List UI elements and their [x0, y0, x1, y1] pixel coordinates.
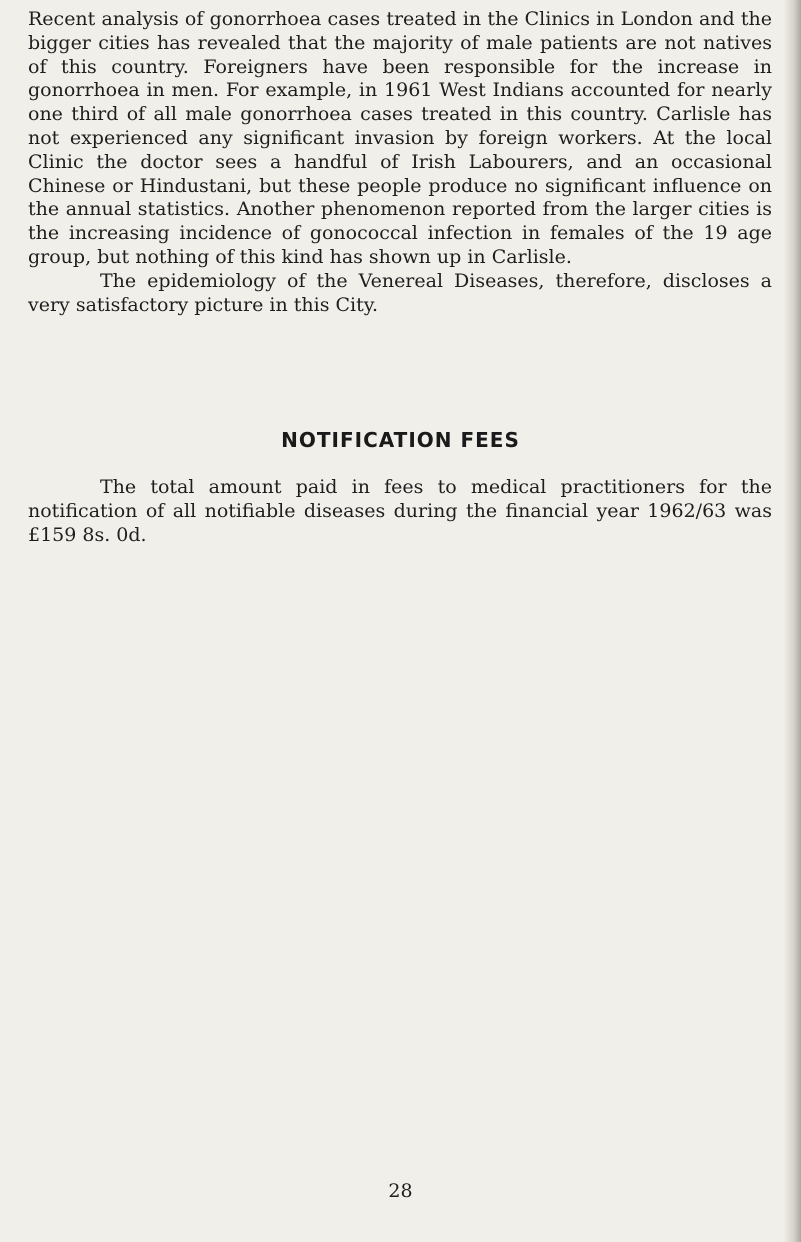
paragraph-notification-fees: The total amount paid in fees to medical practitioners for the notification of all notifiable diseases during the financial year 1962/63 was £159 8s. 0d. [28, 476, 772, 546]
page-number: 28 [388, 1180, 413, 1202]
paragraph-gonorrhoea-analysis: Recent analysis of gonorrhoea cases treated in the Clinics in London and the bigger cities has revealed that the majority of male patients are not natives of this country. Foreigners have been responsible for the increase in gonorrhoea in men. For example, in 1961 West Indians accounted for nearly one third of all male gonorrhoea cases treated in this country. Carlisle has not experienced any significant invasion by foreign workers. At the local Clinic the doctor sees a handful of Irish Labourers, and an occasional Chinese or Hindustani, but these people produce no significant influence on the annual statistics. Another phenomenon reported from the larger cities is the increasing incidence of gonococcal infection in females of the 19 age group, but nothing of this kind has shown up in Carlisle. [28, 8, 772, 268]
paragraph-epidemiology-summary: The epidemiology of the Venereal Diseases, therefore, discloses a very satisfactory picture in this City. [28, 269, 772, 316]
section-heading-notification-fees: NOTIFICATION FEES [281, 428, 520, 452]
body-text-section-2 [28, 476, 772, 547]
body-text-section-1 [28, 8, 772, 317]
page-edge-shadow [783, 0, 801, 1242]
